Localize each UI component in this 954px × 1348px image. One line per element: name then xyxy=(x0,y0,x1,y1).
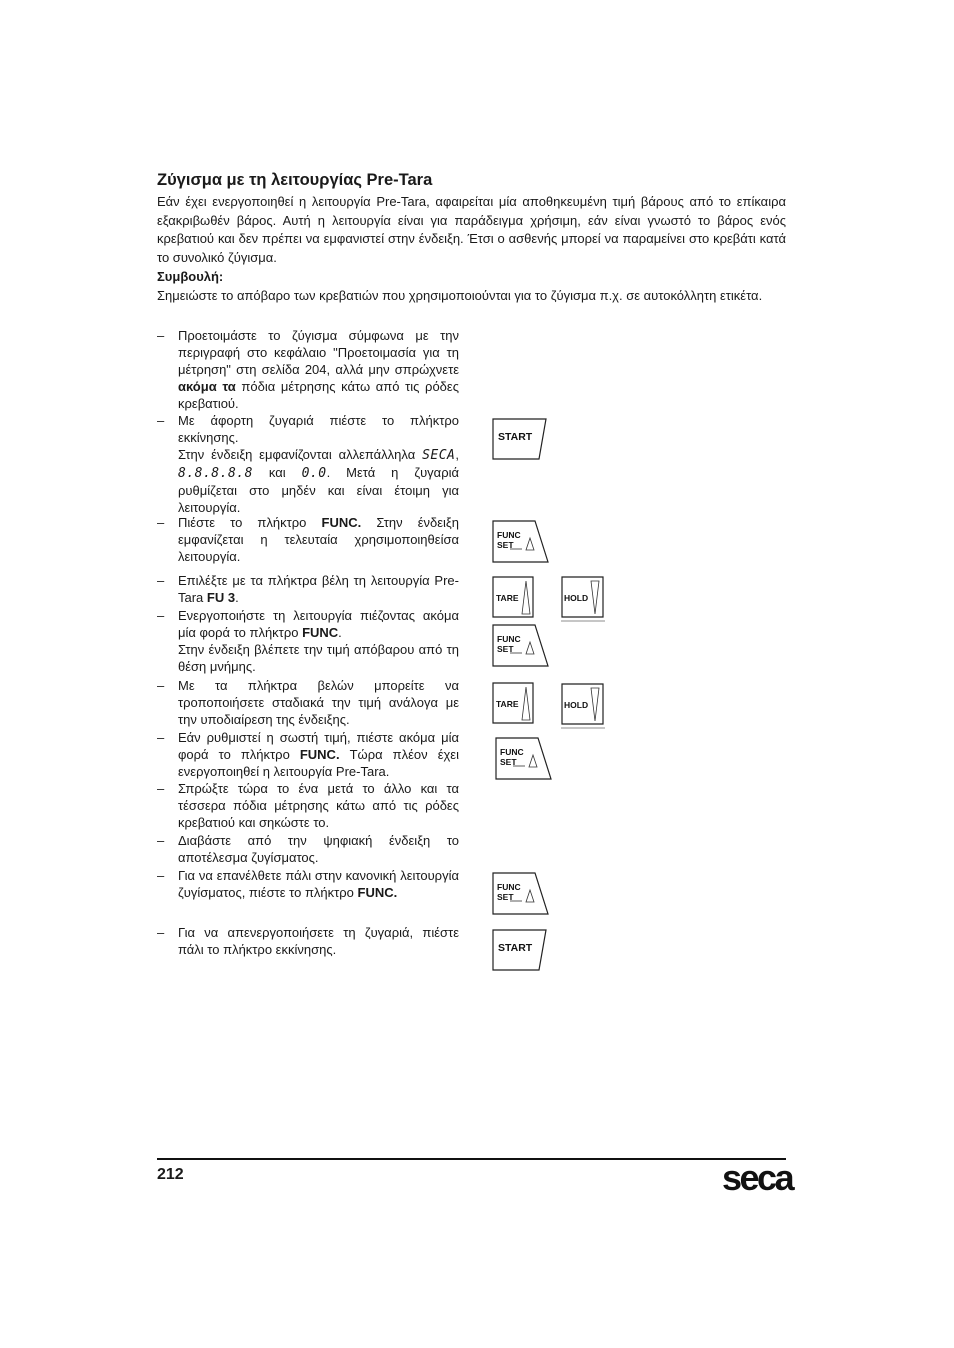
func-set-key: FUNC SET xyxy=(492,520,549,563)
list-dash: – xyxy=(157,781,165,796)
step-push-feet: – Σπρώξτε τώρα το ένα μετά το άλλο και τα τέσσερα πόδια μέτρησης κάτω από τις ρόδες κρεβατιού και σηκώστε το. xyxy=(157,781,459,830)
lcd-zero: 0.0 xyxy=(301,466,327,481)
step-read-result: – Διαβάστε από την ψηφιακή ένδειξη το αποτέλεσμα ζυγίσματος. xyxy=(157,833,459,865)
step-activate-function: – Ενεργοποιήστε τη λειτουργία πιέζοντας ακόμα μία φορά το πλήκτρο FUNC. Στην ένδειξη βλέπετε την τιμή απόβαρου από τη θέση μνήμης. xyxy=(157,608,459,674)
step-prepare-weighing: – Προετοιμάστε το ζύγισμα σύμφωνα με την περιγραφή στο κεφάλαιο "Προετοιμασία για τη μέτρηση" στη σελίδα 204, αλλά μην σπρώχνετε ακόμα τα πόδια μέτρησης κάτω από τις ρόδες κρεβατιού. xyxy=(157,328,459,411)
tip-heading: Συμβουλή: xyxy=(157,269,224,284)
list-dash: – xyxy=(157,833,165,848)
hold-down-key: HOLD xyxy=(561,576,605,622)
step-press-start: – Με άφορτη ζυγαριά πιέστε το πλήκτρο εκκίνησης. Στην ένδειξη εμφανίζονται αλλεπάλληλα SECA, 8.8.8.8.8 και 0.0. Μετά η ζυγαριά ρυθμίζεται στο μηδέν και είναι έτοιμη για λειτουργία. xyxy=(157,413,459,515)
lcd-seca: SECA xyxy=(422,448,456,463)
tip-text: Σημειώστε το απόβαρο των κρεβατιών που χρησιμοποιούνται για το ζύγισμα π.χ. σε αυτοκόλλητη ετικέτα. xyxy=(157,288,763,303)
list-dash: – xyxy=(157,730,165,745)
list-dash: – xyxy=(157,678,165,693)
tare-up-key: TARE xyxy=(492,682,534,724)
list-dash: – xyxy=(157,608,165,623)
func-set-key: FUNC SET xyxy=(495,737,552,780)
list-dash: – xyxy=(157,328,165,343)
step-adjust-value: – Με τα πλήκτρα βελών μπορείτε να τροποποιήσετε σταδιακά την τιμή ανάλογα με την υποδιαίρεση της ένδειξης. xyxy=(157,678,459,727)
list-dash: – xyxy=(157,925,165,940)
seca-logo: seca xyxy=(722,1157,793,1198)
page-title: Ζύγισμα με τη λειτουργίας Pre-Tara xyxy=(157,171,433,189)
start-key: START xyxy=(492,418,548,460)
list-dash: – xyxy=(157,515,165,530)
list-dash: – xyxy=(157,413,165,428)
hold-down-key: HOLD xyxy=(561,683,605,729)
step-select-fu3: – Επιλέξτε με τα πλήκτρα βέλη τη λειτουργία Pre-Tara FU 3. xyxy=(157,573,459,605)
step-switch-off: – Για να απενεργοποιήσετε τη ζυγαριά, πιέστε πάλι το πλήκτρο εκκίνησης. xyxy=(157,925,459,957)
step-press-func: – Πιέστε το πλήκτρο FUNC. Στην ένδειξη εμφανίζεται η τελευταία χρησιμοποιηθείσα λειτουργία. xyxy=(157,515,459,564)
lcd-segment-test: 8.8.8.8.8 xyxy=(178,466,253,481)
step-confirm-value: – Εάν ρυθμιστεί η σωστή τιμή, πιέστε ακόμα μία φορά το πλήκτρο FUNC. Τώρα πλέον έχει ενεργοποιηθεί η λειτουργία Pre-Tara. xyxy=(157,730,459,779)
list-dash: – xyxy=(157,868,165,883)
func-set-key: FUNC SET xyxy=(492,872,549,915)
list-dash: – xyxy=(157,573,165,588)
intro-paragraph: Εάν έχει ενεργοποιηθεί η λειτουργία Pre-Tara, αφαιρείται μία αποθηκευμένη τιμή βάρους από το επίκαιρα εξακριβωθέν βάρος. Αυτή η λειτουργία είναι για παράδειγμα χρήσιμη, εάν είναι γνωστό το βάρος ενός κρεβατιού και δεν πρέπει να εμφανιστεί στην ένδειξη. Έτσι ο ασθενής μπορεί να παραμείνει στο κρεβάτι κατά το συνολικό ζύγισμα. xyxy=(157,194,786,265)
start-key: START xyxy=(492,929,548,971)
tare-up-key: TARE xyxy=(492,576,534,618)
step-return-normal: – Για να επανέλθετε πάλι στην κανονική λειτουργία ζυγίσματος, πιέστε το πλήκτρο FUNC. xyxy=(157,868,459,900)
footer-divider xyxy=(157,1158,786,1160)
page-number: 212 xyxy=(157,1166,184,1183)
func-set-key: FUNC SET xyxy=(492,624,549,667)
